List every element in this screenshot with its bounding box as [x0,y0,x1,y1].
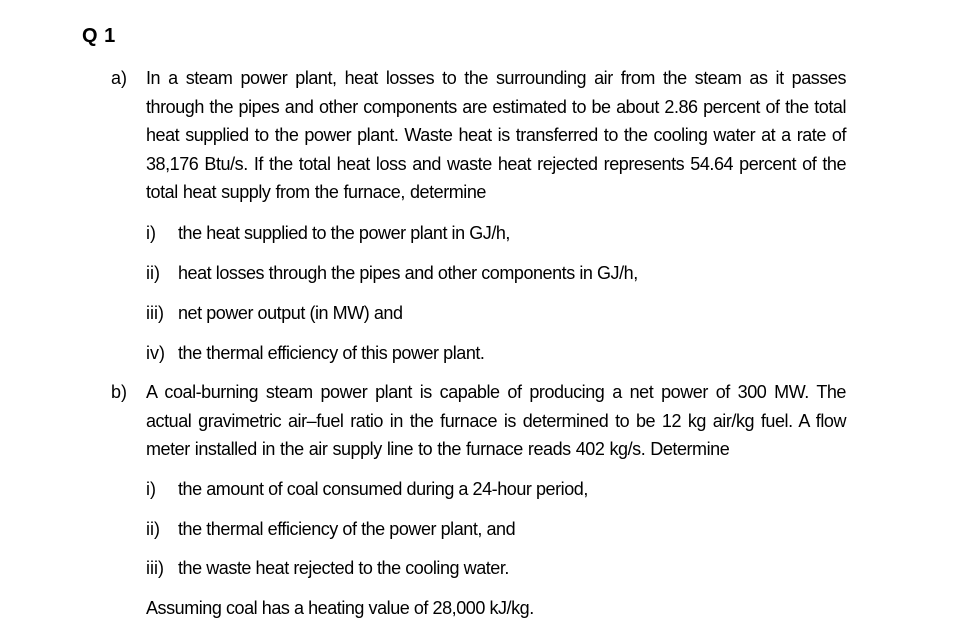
part-a-item-1-text: the heat supplied to the power plant in GJ/h, [178,223,510,243]
part-b-item-2-text: the thermal efficiency of the power plant, and [178,519,516,539]
part-a-item-2-text: heat losses through the pipes and other components in GJ/h, [178,263,638,283]
part-b-item-3-text: the waste heat rejected to the cooling water. [178,558,509,578]
part-b-item-1-label: i) [146,479,156,499]
part-b-item-1-text: the amount of coal consumed during a 24-hour period, [178,479,588,499]
part-a-item-1-label: i) [146,223,156,243]
part-b-assumption-note: Assuming coal has a heating value of 28,000 kJ/kg. [146,598,534,618]
part-a-item-4-text: the thermal efficiency of this power plant. [178,343,485,363]
part-a-text: In a steam power plant, heat losses to the surrounding air from the steam as it passes through the pipes and other components are estimated to be about 2.86 percent of the total heat supplied to the power plant. Waste heat is transferred to the cooling water at a rate of 38,176 Btu/s. If the total heat loss and waste heat rejected represents 54.64 percent of the total heat supply from the furnace, determine [146,68,846,202]
part-b-label: b) [111,382,128,402]
part-b-item-3-label: iii) [146,558,164,578]
part-a-item-3-label: iii) [146,303,164,323]
part-a-item-2-label: ii) [146,263,160,283]
part-b-item-2-label: ii) [146,519,160,539]
part-a-item-4-label: iv) [146,343,165,363]
part-a-label: a) [111,68,128,88]
part-a-item-3-text: net power output (in MW) and [178,303,403,323]
question-title: Q 1 [82,25,116,47]
part-b-text: A coal-burning steam power plant is capable of producing a net power of 300 MW. The actual gravimetric air–fuel ratio in the furnace is determined to be 12 kg air/kg fuel. A flow meter installed in the air supply line to the furnace reads 402 kg/s. Determine [146,382,846,459]
